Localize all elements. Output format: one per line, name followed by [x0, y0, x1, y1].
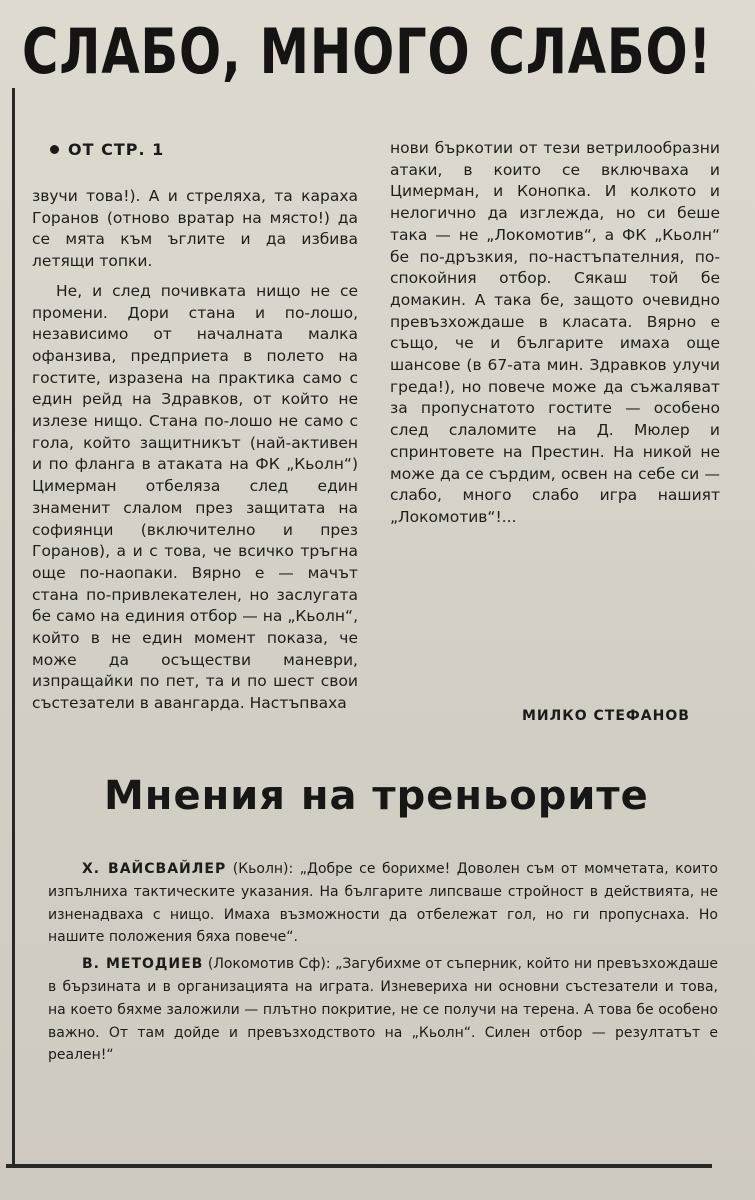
opinion-item-2: [48, 953, 718, 1067]
coach-name: Х. ВАЙСВАЙЛЕР: [82, 861, 227, 877]
article-paragraph-2: Не, и след почивката нищо не се промени. Дори стана и по-лошо, независимо от началната малка офанзива, предприета в полето на гостите, изразена на практика само с един рейд на Здравков, от който не излезе нищо. Стана по-лошо не само с гола, който защитникът (най-активен и по фланга в атаката на ФК „Кьолн“) Цимерман отбеляза след един знаменит слалом през защитата на софиянци (включително и през Горанов), а и с това, че всичко тръгна още по-наопаки. Вярно е — мачът стана по-привлекателен, но заслугата бе само на единия отбор — на „Кьолн“, който в не един момент показа, че може да осъществи маневри, изпращайки по пет, та и по шест свои състезатели в авангарда. Настъпваха: [32, 281, 358, 713]
headline: СЛАБО, МНОГО СЛАБО!: [22, 15, 712, 88]
column-rule: [12, 88, 15, 1168]
opinion-item-1: [48, 858, 718, 949]
coach-quote: „Загубихме от съперник, който ни превъзхождаше в бързината и в организацията на играта. Изневериха ни основни състезатели и това, на което бяхме заложили — плътно покритие, не се получи на терена. А това бе особено важно. От там дойде и превъзходството на „Кьолн“. Силен отбор — резултатът е реален!“: [48, 956, 719, 1064]
article-column-right: [390, 138, 720, 529]
article-paragraph-2-continued: нови бъркотии от тези ветрилообразни атаки, в които се включваха и Цимерман, и Конопка. И колкото и нелогично да изглежда, но си беше така — не „Локомотив“, а ФК „Кьолн“ бе по-дръзкия, по-настъпателния, по-спокойния отбор. Сякаш той бе домакин. А така бе, защото очевидно превъзхождаше в класата. Вярно е също, че и българите имаха още шансове (в 67-ата мин. Здравков улучи греда!), но повече може да съжаляват за пропуснатото гостите — особено след слаломите на Д. Мюлер и спринтовете на Престин. На никой не може да се сърдим, освен на себе си — слабо, много слабо игра нашият „Локомотив“!...: [390, 139, 720, 526]
coach-name: В. МЕТОДИЕВ: [82, 956, 204, 973]
opinions-title: Мнения на треньорите: [104, 773, 649, 819]
bullet-icon: [50, 145, 59, 154]
coach-team: (Локомотив Сф):: [207, 956, 331, 973]
coach-quote: „Добре се борихме! Доволен съм от момчетата, които изпълниха тактическите указания. На българите липсваше стройност в действията, не изненадваха с нищо. Имаха възможности да отбележат гол, но ги пропуснаха. Но нашите положения бяха повече“.: [48, 861, 718, 946]
coach-team: (Кьолн):: [232, 861, 294, 877]
article-paragraph-1: звучи това!). А и стреляха, та караха Горанов (отново вратар на място!) да се мята към ъглите и да избива летящи топки.: [32, 187, 358, 271]
continued-from-text: ОТ СТР. 1: [68, 140, 165, 159]
article-author: МИЛКО СТЕФАНОВ: [522, 708, 690, 724]
bottom-rule: [6, 1164, 712, 1168]
coach-opinions: [48, 858, 718, 1071]
article-column-left: [32, 186, 358, 715]
continued-from-label: [50, 140, 164, 159]
